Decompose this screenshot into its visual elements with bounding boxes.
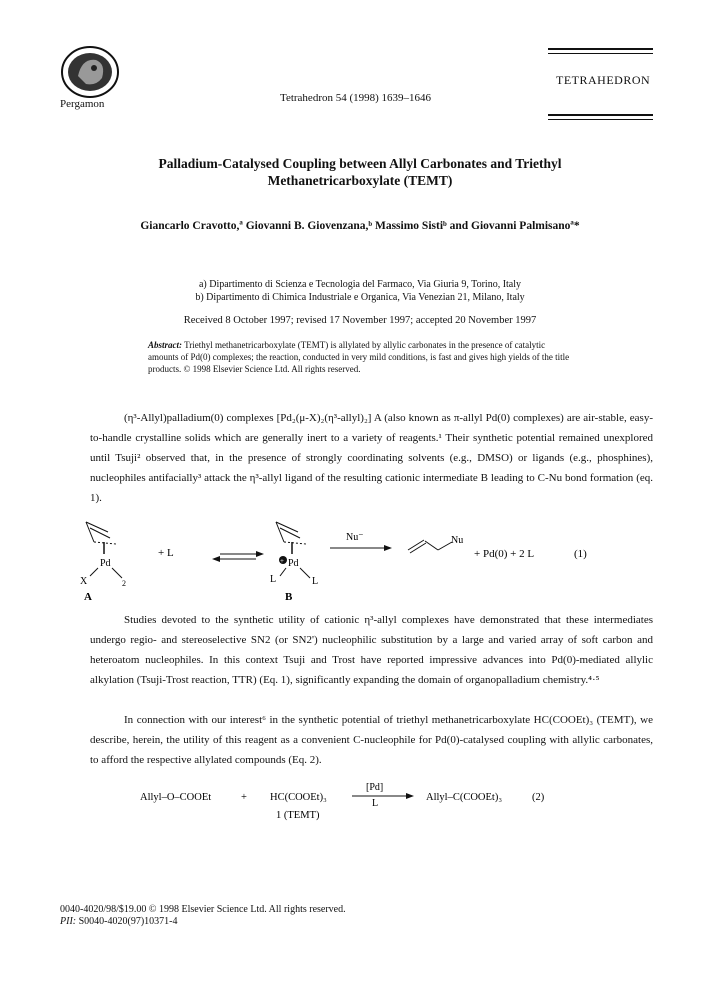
reaction-scheme-eq2	[140, 776, 580, 824]
allyl-product	[408, 535, 463, 553]
dimer-subscript: 2	[122, 579, 126, 588]
pd-label-a: Pd	[100, 558, 111, 569]
body-paragraph-1: (η³-Allyl)palladium(0) complexes [Pd₂(μ-X)₂(η³-allyl)₂] A (also known as π-allyl Pd(0) complexes) are air-stable, easy-to-handle crystalline solids which are generally inert to a variety of reagents.¹ Their synthetic potential remained unexplored until Tsuji² observed that, in the presence of strongly coordinating solvents (e.g., DMSO) or ligands (e.g., phosphines), nucleophiles antifacially³ attack the η³-allyl ligand of the resulting cationic intermediate B leading to C-Nu bond formation (eq. 1).	[90, 412, 653, 504]
eq2-reactant-1: Allyl–O–COOEt	[140, 792, 212, 803]
journal-name: TETRAHEDRON	[556, 73, 651, 87]
body-paragraph-2: Studies devoted to the synthetic utility of cationic η³-allyl complexes have demonstrated that these intermediates undergo regio- and stereoselective SN2 (or SN2') nucleophilic substitution by a large and varied array of soft carbon and heteroatom nucleophiles. In this context Tsuji and Trost have reported impressive advances into Pd(0)-mediated allylic alkylation (Tsuji-Trost reaction, TTR) (Eq. 1), significantly expanding the domain of organopalladium chemistry.⁴·⁵	[90, 614, 653, 686]
structure-a	[80, 522, 126, 588]
received-dates: Received 8 October 1997; revised 17 November 1997; accepted 20 November 1997	[183, 315, 537, 326]
footer	[60, 904, 346, 928]
nucleophile-reagent: Nu⁻	[346, 532, 364, 543]
header-rule-top-thin	[548, 53, 653, 54]
label-b: B	[285, 591, 293, 602]
publisher-logo	[60, 46, 120, 98]
header-rule-bottom-thin	[548, 119, 653, 120]
author-list: Giancarlo Cravotto,ª Giovanni B. Giovenzana,ᵇ Massimo Sistiᵇ and Giovanni Palmisanoª*	[140, 220, 580, 232]
structure-b	[270, 522, 318, 587]
abstract-text: Triethyl methanetricarboxylate (TEMT) is allylated by allylic carbonates in the presence of catalytic amounts of Pd(0) complexes; the reaction, conducted in very mild conditions, is fast and gives high yields of the title products. © 1998 Elsevier Science Ltd. All rights reserved.	[148, 340, 570, 374]
plus-l: + L	[158, 547, 174, 559]
affiliation-a: a) Dipartimento di Scienza e Tecnologia del Farmaco, Via Giuria 9, Torino, Italy	[198, 279, 522, 290]
pii-line: PII: S0040-4020(97)10371-4	[60, 916, 178, 927]
publisher-name: Pergamon	[60, 98, 105, 110]
svg-text:+: +	[280, 557, 284, 565]
eq2-ligand: L	[372, 798, 379, 809]
ligand-right: L	[312, 576, 319, 587]
affiliations	[80, 278, 640, 304]
eq2-compound-label: 1 (TEMT)	[276, 810, 320, 821]
copyright-line: 0040-4020/98/$19.00 © 1998 Elsevier Science Ltd. All rights reserved.	[60, 904, 346, 915]
eq1-byproducts: + Pd(0) + 2 L	[474, 548, 535, 560]
equilibrium-arrow	[212, 551, 264, 562]
x-label: X	[80, 576, 88, 587]
label-a: A	[84, 591, 92, 602]
eq1-number: (1)	[574, 548, 587, 560]
header-rule-top	[548, 48, 653, 50]
ligand-left: L	[270, 574, 277, 585]
affiliation-b: b) Dipartimento di Chimica Industriale e Organica, Via Venezian 21, Milano, Italy	[195, 292, 525, 303]
body-paragraph-3: In connection with our interest⁶ in the synthetic potential of triethyl methanetricarboxylate HC(COOEt)₃ (TEMT), we describe, herein, the utility of this reagent as a convenient C-nucleophile for Pd(0)-catalysed coupling with allylic carbonates, to afford the respective allylated compounds (Eq. 2).	[90, 714, 653, 766]
eq2-product: Allyl–C(COOEt)₃	[426, 792, 502, 803]
abstract	[148, 339, 576, 375]
eq2-plus: +	[241, 792, 247, 803]
header-rule-bottom	[548, 114, 653, 116]
reaction-scheme-eq1	[80, 520, 680, 602]
eq2-catalyst: [Pd]	[366, 782, 384, 793]
abstract-label: Abstract:	[148, 340, 183, 350]
nu-product-label: Nu	[451, 535, 464, 546]
pd-label-b: Pd	[288, 558, 299, 569]
article-title: Palladium-Catalysed Coupling between Allyl Carbonates and Triethyl Methanetricarboxylate (TEMT)	[158, 156, 562, 188]
eq2-reactant-2: HC(COOEt)₃	[270, 792, 327, 803]
eq2-number: (2)	[532, 792, 545, 803]
journal-citation: Tetrahedron 54 (1998) 1639–1646	[280, 92, 432, 104]
